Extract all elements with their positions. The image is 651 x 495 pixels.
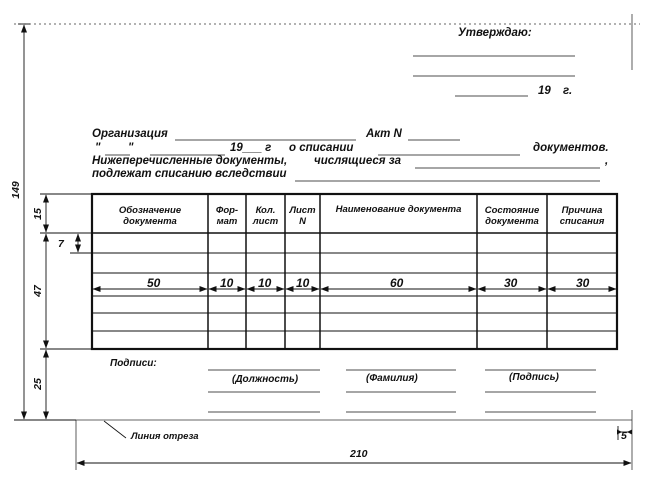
column-header-doc-name: Наименование документа	[335, 204, 462, 215]
approval-year-suffix: г.	[563, 85, 573, 97]
dim-total-width: 210	[350, 448, 368, 460]
surname-caption: (Фамилия)	[366, 373, 418, 384]
dim-header-height: 15	[31, 208, 44, 220]
act-number-label: Акт N	[366, 128, 402, 140]
documents-label: документов.	[533, 142, 609, 154]
dim-width-doc-name: 60	[390, 276, 404, 290]
line3-part2: числящиеся за	[314, 155, 401, 167]
signature-caption: (Подпись)	[509, 372, 559, 383]
line3-part1: Нижеперечисленные документы,	[92, 155, 288, 167]
dim-width-designation: 50	[147, 276, 161, 290]
signatures-label: Подписи:	[110, 358, 157, 369]
column-header-doc-state: Состояние документа	[484, 205, 540, 227]
column-header-format: Фор- мат	[215, 205, 239, 227]
dim-width-reason: 30	[576, 276, 590, 290]
approval-title: Утверждаю:	[458, 27, 532, 39]
dim-signature-height: 25	[31, 378, 44, 390]
writeoff-label: о списании	[289, 142, 354, 154]
dim-width-sheet-count: 10	[258, 276, 272, 290]
cut-line-label: Линия отреза	[131, 431, 199, 442]
date-quote-open: "	[95, 142, 101, 154]
column-header-designation: Обозначение документа	[118, 205, 182, 227]
dim-width-sheet-number: 10	[296, 276, 310, 290]
line3-end: ,	[605, 155, 609, 167]
position-caption: (Должность)	[232, 374, 299, 385]
column-header-sheet-number: Лист N	[289, 205, 316, 227]
cut-line-leader	[104, 421, 126, 438]
dim-row-height: 7	[58, 238, 64, 250]
dim-width-format: 10	[220, 276, 234, 290]
dim-body-height: 47	[31, 285, 44, 297]
column-header-reason: Причина списания	[559, 205, 605, 227]
line4-label: подлежат списанию вследствии	[92, 168, 287, 180]
column-header-sheet-count: Кол. лист	[252, 205, 279, 227]
date-year-label: 19___ г	[230, 142, 272, 154]
organization-label: Организация	[92, 128, 168, 140]
page-frame-lines	[14, 14, 640, 470]
dim-total-height: 149	[9, 181, 22, 199]
dim-right-margin: 5	[621, 430, 627, 442]
dim-width-doc-state: 30	[504, 276, 518, 290]
approval-year: 19	[538, 85, 551, 97]
date-quote-close: "	[128, 142, 134, 154]
